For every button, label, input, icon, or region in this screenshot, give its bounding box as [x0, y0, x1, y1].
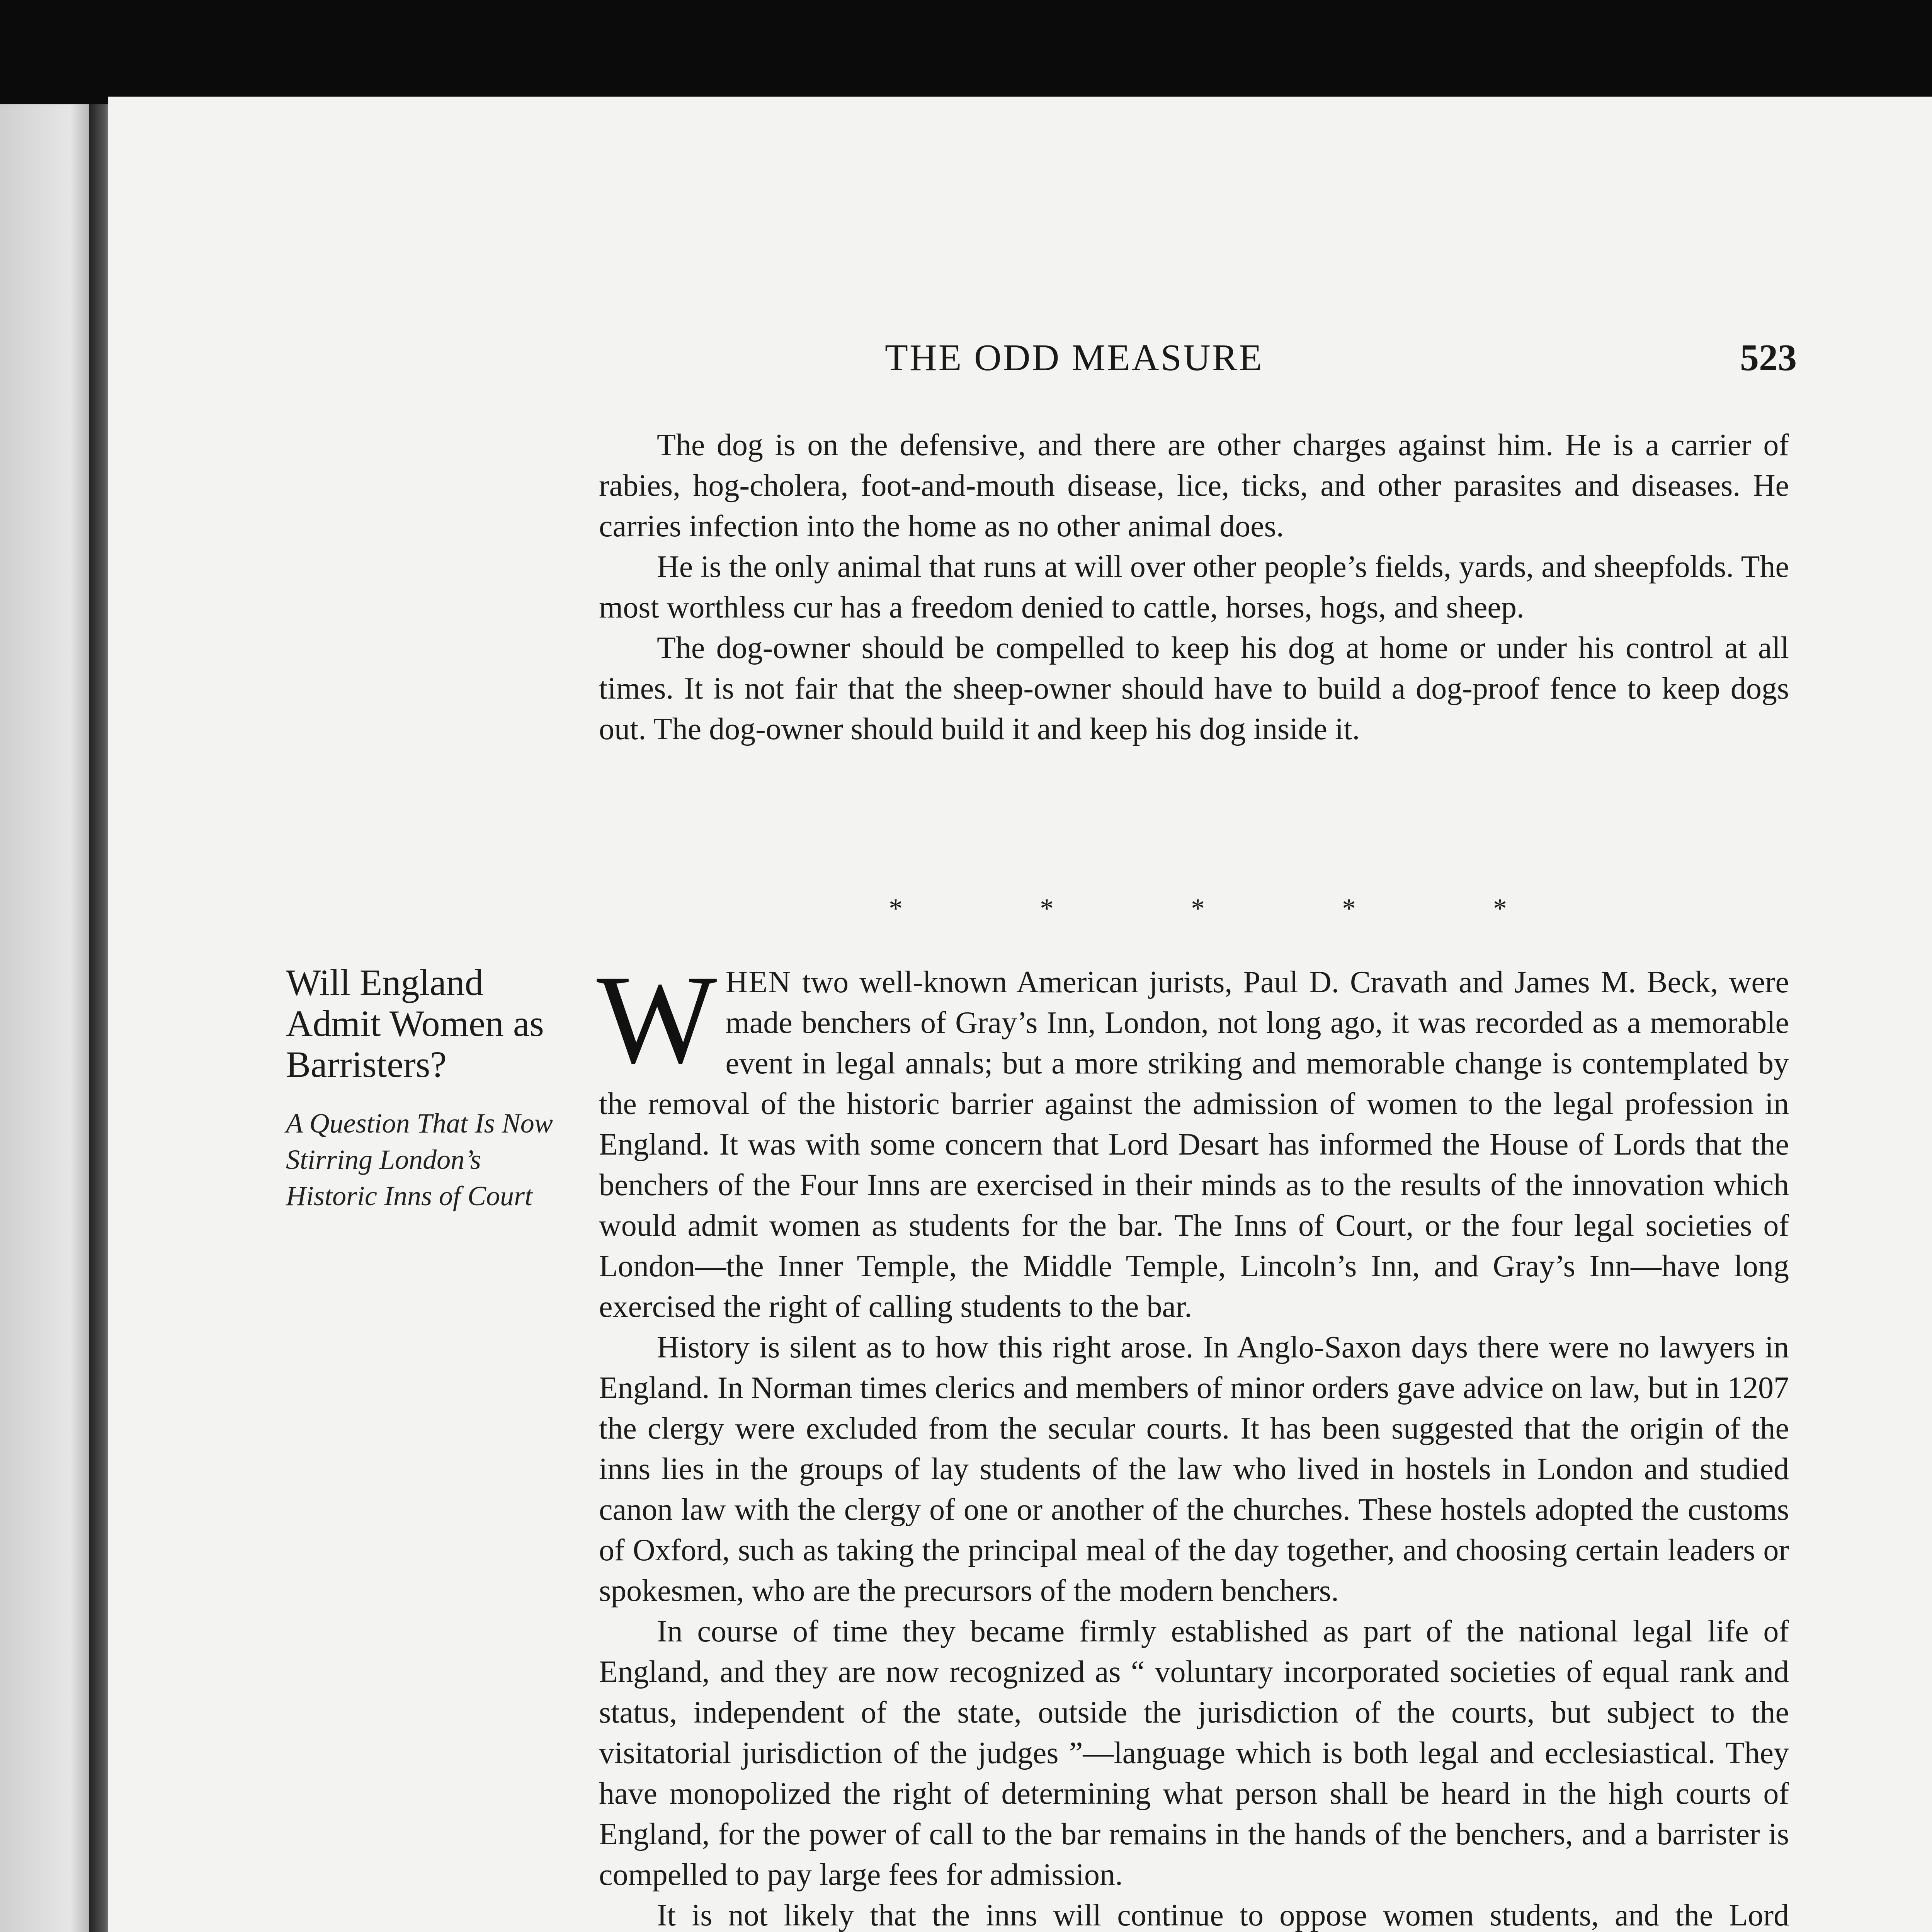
lead-paragraph [597, 949, 1789, 1327]
lead-text: two well-known American jurists, Paul D. Cravath and James M. Beck, were made benchers of Gray’s Inn, London, not long ago, it was recorded as a memorable event in legal annals; but a more striking and memorable change is contemplated by the removal of the historic barrier against the admission of women to the legal profession in England. It was with some concern that Lord Desart has informed the House of Lords that the benchers of the Four Inns are exercised in their minds as to the results of the innovation which would admit women as students for the bar. The Inns of Court, or the four legal societies of London—the Inner Temple, the Middle Temple, Lincoln’s Inn, and Gray’s Inn—have long exercised the right of calling students to the bar. [599, 965, 1789, 1324]
continued-article [599, 425, 1789, 750]
separator-star: * [1493, 893, 1507, 924]
separator-star: * [1191, 893, 1205, 924]
drop-cap: W [597, 949, 717, 1090]
paragraph: It is not likely that the inns will continue to oppose women students, and the Lord [657, 1898, 1789, 1932]
sidebar-title: Will England Admit Women as Barristers? [286, 962, 544, 1085]
paragraph: The dog-owner should be compelled to keep his dog at home or under his control at all times. It is not fair that the sheep-owner should have to build a dog-proof fence to keep dogs out. The dog-owner should build it and keep his dog inside it. [599, 631, 1789, 746]
lead-caps: HEN [725, 965, 791, 999]
paragraph: He is the only animal that runs at will over other people’s fields, yards, and sheepfolds. The most worthless cur has a freedom denied to cattle, horses, hogs, and sheep. [599, 550, 1789, 624]
facing-page-edge [0, 104, 100, 1932]
sidebar-subtitle: A Question That Is Now Stirring London’s Historic Inns of Court [286, 1108, 553, 1211]
separator-star: * [889, 893, 903, 924]
paragraph: History is silent as to how this right arose. In Anglo-Saxon days there were no lawyers in England. In Norman times clerics and members of minor orders gave advice on law, but in 1207 the clergy were excluded from the secular courts. It has been suggested that the origin of the inns lies in the groups of lay students of the law who lived in hostels in London and studied canon law with the clergy of one or another of the churches. These hostels adopted the customs of Oxford, such as taking the principal meal of the day together, and choosing certain leaders or spokesmen, who are the precursors of the modern benchers. [599, 1330, 1789, 1608]
paragraph: In course of time they became firmly established as part of the national legal life of England, and they are now recognized as “ voluntary incorporated societies of equal rank and status, independent of the state, outside the jurisdiction of the courts, but subject to the visitatorial jurisdiction of the judges ”—language which is both legal and ecclesiastical. They have monopolized the right of determining what person shall be heard in the high courts of England, for the power of call to the bar remains in the hands of the benchers, and a barrister is compelled to pay large fees for admission. [599, 1614, 1789, 1892]
running-title: THE ODD MEASURE [884, 337, 1264, 379]
page-number: 523 [1740, 337, 1797, 379]
separator-star: * [1040, 893, 1054, 924]
separator-star: * [1342, 893, 1356, 924]
paragraph: The dog is on the defensive, and there are other charges against him. He is a carrier of rabies, hog-cholera, foot-and-mouth disease, lice, ticks, and other parasites and diseases. He carries infection into the home as no other animal does. [599, 428, 1789, 543]
article-body [597, 949, 1789, 1932]
section-separator [889, 893, 1507, 925]
